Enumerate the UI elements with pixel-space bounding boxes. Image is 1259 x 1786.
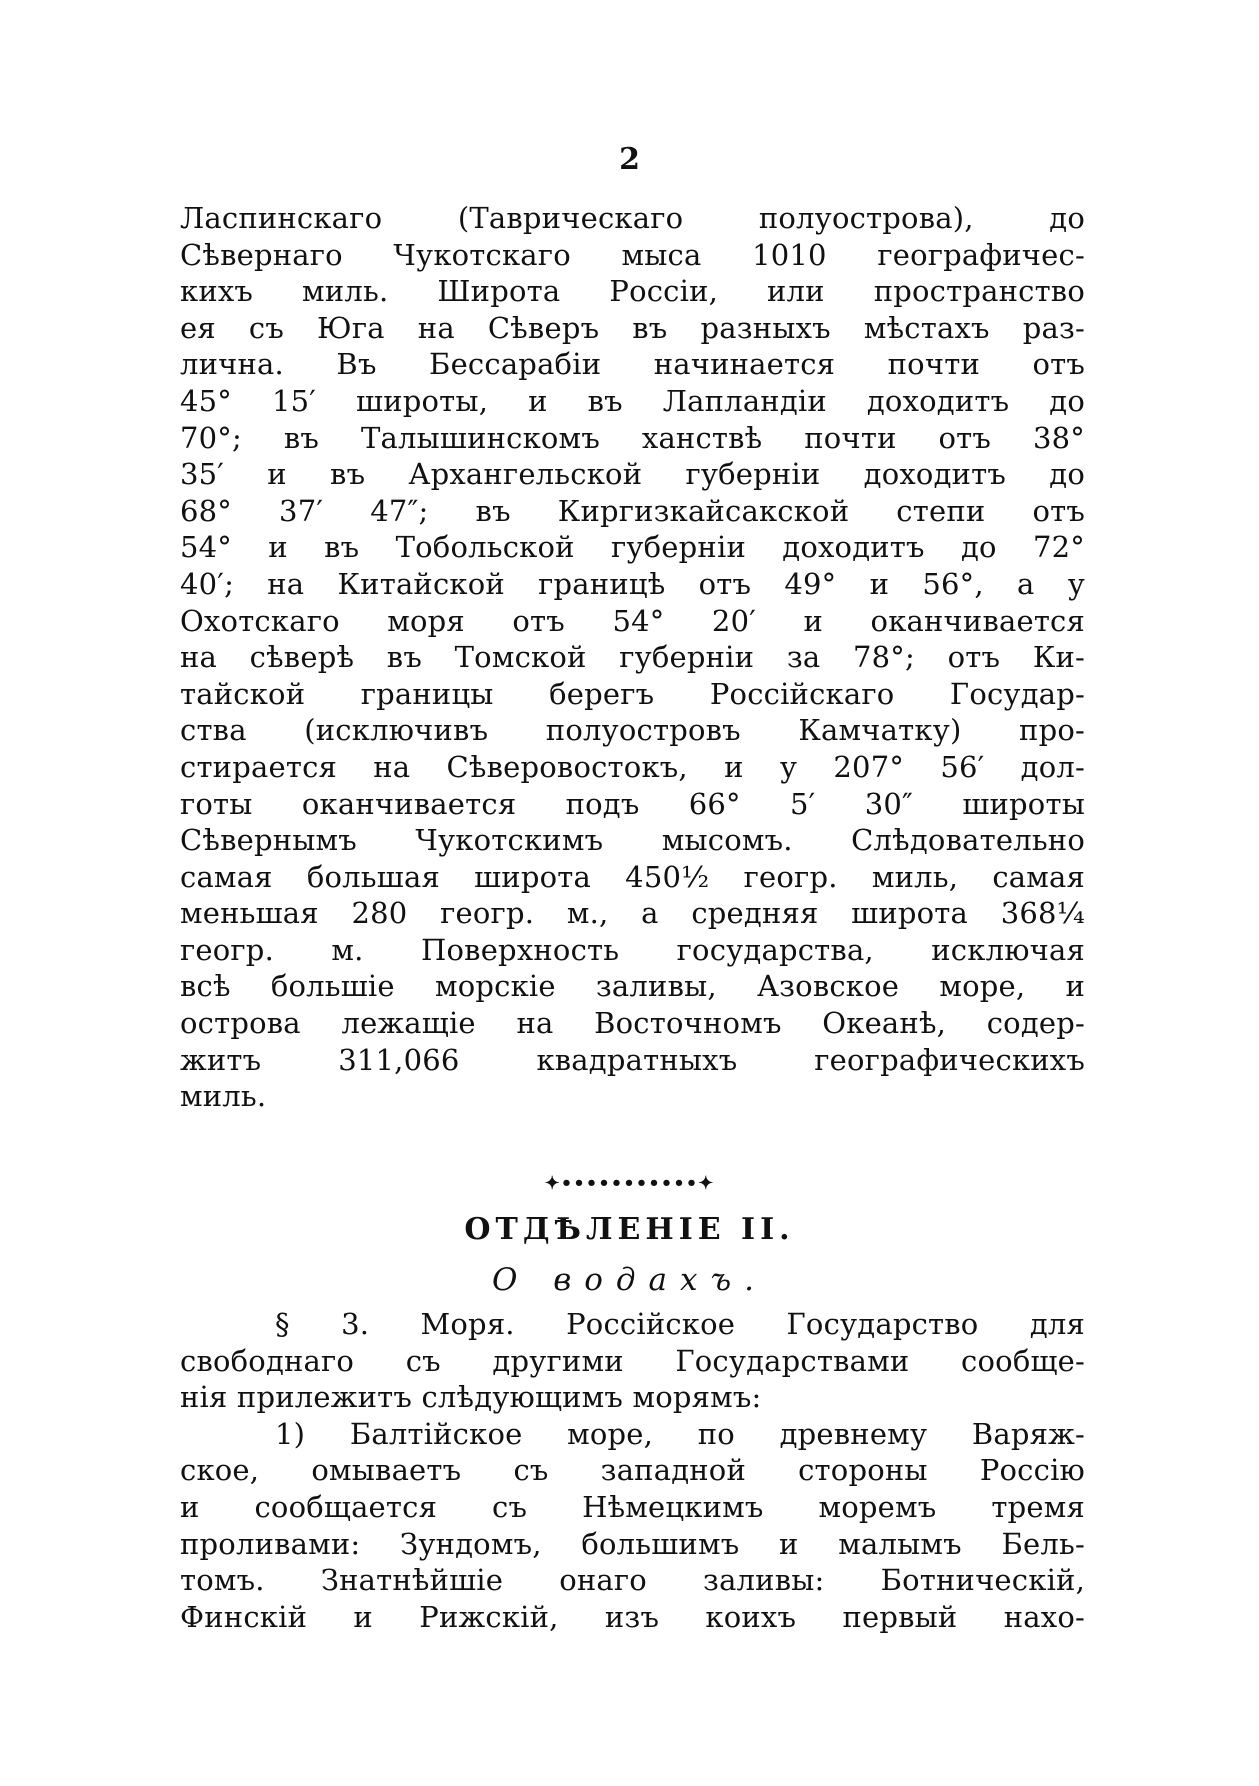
text-line: § 3. Моря. Россійское Государство для (275, 1307, 1085, 1341)
text-line: 70°; въ Талышинскомъ ханствѣ почти отъ 38° (180, 420, 1085, 455)
text-line: 68° 37′ 47″; въ Киргизкайсакской степи отъ (180, 493, 1085, 528)
ornamental-separator: ✦•••••••••••✦ (544, 1173, 715, 1194)
text-line: миль. (180, 1079, 267, 1114)
text-line: Финскій и Рижскій, изъ коихъ первый нахо- (180, 1599, 1085, 1634)
paragraph-continuation (180, 200, 1085, 1115)
paragraph-seas (180, 1306, 1085, 1635)
text-line: Охотскаго моря отъ 54° 20′ и оканчивается (180, 603, 1085, 638)
text-line: Ласпинскаго (Таврическаго полуострова), до (180, 201, 1085, 235)
text-line: 45° 15′ широты, и въ Лапландіи доходитъ до (180, 383, 1085, 418)
text-line: 35′ и въ Архангельской губерніи доходитъ до (180, 457, 1085, 492)
text-line: кихъ миль. Широта Россіи, или пространство (180, 274, 1085, 309)
page-number: 2 (619, 142, 640, 177)
text-line: тайской границы берегъ Россійскаго Государ- (180, 676, 1085, 711)
text-line: лична. Въ Бессарабіи начинается почти отъ (180, 347, 1085, 382)
text-line: острова лежащіе на Восточномъ Океанѣ, содер- (180, 1006, 1085, 1041)
text-line: Сѣвернаго Чукотскаго мыса 1010 географичес- (180, 237, 1085, 272)
text-line: самая большая широта 450½ геогр. миль, самая (180, 859, 1085, 894)
section-subheading: О водахъ. (491, 1262, 768, 1298)
text-line: проливами: Зундомъ, большимъ и малымъ Бель- (180, 1526, 1085, 1561)
text-line: меньшая 280 геогр. м., а средняя широта 368¼ (180, 896, 1085, 931)
section-heading: ОТДѢЛЕНІЕ II. (464, 1212, 795, 1247)
text-line: стирается на Сѣверовостокъ, и у 207° 56′ дол- (180, 749, 1085, 784)
text-line: на сѣверѣ въ Томской губерніи за 78°; отъ Ки- (180, 640, 1085, 675)
text-line: ства (исключивъ полуостровъ Камчатку) про- (180, 713, 1085, 748)
text-line: ея съ Юга на Сѣверъ въ разныхъ мѣстахъ раз- (180, 310, 1085, 345)
text-line: и сообщается съ Нѣмецкимъ моремъ тремя (180, 1489, 1085, 1524)
text-line: 40′; на Китайской границѣ отъ 49° и 56°, а у (180, 566, 1085, 601)
text-line: всѣ большіе морскіе заливы, Азовское море, и (180, 969, 1085, 1004)
text-line: ское, омываетъ съ западной стороны Россію (180, 1453, 1085, 1488)
text-line: нія прилежитъ слѣдующимъ морямъ: (180, 1380, 762, 1415)
text-line: свободнаго съ другими Государствами сообще- (180, 1343, 1085, 1378)
text-line: геогр. м. Поверхность государства, исключая (180, 932, 1085, 967)
text-line: томъ. Знатнѣйшіе онаго заливы: Ботническій, (180, 1563, 1085, 1598)
text-line: житъ 311,066 квадратныхъ географическихъ (180, 1042, 1085, 1077)
text-line: 1) Балтійское море, по древнему Варяж- (275, 1416, 1085, 1451)
text-line: готы оканчивается подъ 66° 5′ 30″ широты (180, 786, 1085, 821)
text-line: Сѣвернымъ Чукотскимъ мысомъ. Слѣдовательно (180, 823, 1085, 858)
text-line: 54° и въ Тобольской губерніи доходитъ до 72° (180, 530, 1085, 565)
